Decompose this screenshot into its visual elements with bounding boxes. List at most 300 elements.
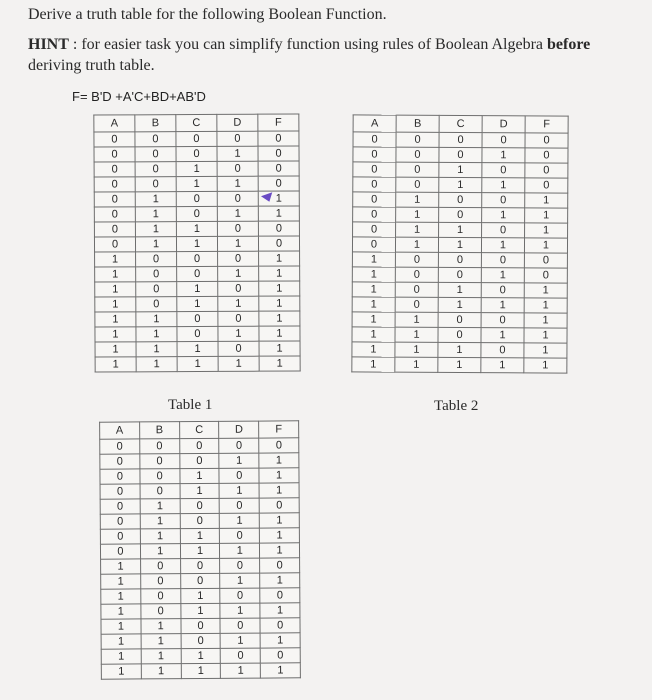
table-cell: 1 — [395, 237, 438, 252]
table-cell: 1 — [259, 341, 300, 356]
table-cell: 0 — [94, 147, 135, 162]
hint-label: HINT — [28, 36, 69, 53]
boolean-formula: F= B'D +A'C+BD+AB'D — [72, 89, 206, 104]
table-cell: 0 — [100, 484, 140, 499]
table-cell: 1 — [481, 328, 524, 343]
table-row — [100, 483, 299, 499]
table-cell: 0 — [140, 439, 180, 454]
table-row — [353, 192, 568, 208]
table-cell: 0 — [353, 222, 396, 237]
header-cell: F — [525, 116, 568, 133]
table-cell: 1 — [140, 529, 180, 544]
table-cell: 0 — [396, 132, 439, 147]
table-cell: 1 — [524, 298, 567, 313]
table-cell: 1 — [259, 453, 299, 468]
table-cell: 0 — [438, 267, 481, 282]
table-cell: 1 — [259, 326, 300, 341]
table-cell: 0 — [353, 147, 396, 162]
table-cell: 1 — [395, 342, 438, 357]
table-cell: 0 — [525, 163, 568, 178]
table-cell: 0 — [179, 453, 219, 468]
table-cell: 1 — [101, 574, 141, 589]
table-cell: 1 — [135, 207, 176, 222]
table-row — [100, 438, 299, 454]
table-cell: 0 — [481, 343, 524, 358]
table-cell: 1 — [438, 282, 481, 297]
table-cell: 0 — [258, 161, 299, 176]
hint-line-2 — [28, 57, 155, 75]
table-cell: 1 — [395, 312, 438, 327]
header-cell: D — [482, 116, 525, 133]
table-cell: 1 — [101, 604, 141, 619]
table-row — [94, 206, 299, 222]
table-row — [94, 236, 299, 252]
header-cell: B — [135, 115, 176, 132]
table-cell: 1 — [181, 663, 221, 678]
table-cell: 0 — [140, 559, 180, 574]
table-cell: 1 — [259, 311, 300, 326]
table-row — [94, 161, 299, 177]
table-row — [352, 297, 567, 313]
table-row — [101, 603, 300, 619]
table-cell: 1 — [524, 313, 567, 328]
table-cell: 0 — [94, 192, 135, 207]
table-row — [352, 327, 567, 343]
question-text: Derive a truth table for the following Boolean Function. — [28, 6, 387, 23]
header-cell: F — [259, 421, 299, 438]
table-cell: 1 — [218, 356, 259, 371]
table-cell: 0 — [94, 132, 135, 147]
table-cell: 1 — [141, 649, 181, 664]
table-cell: 0 — [217, 131, 258, 146]
table-cell: 0 — [259, 498, 299, 513]
table-row — [101, 618, 300, 634]
table-cell: 0 — [439, 147, 482, 162]
table-header-row — [94, 114, 299, 132]
table-cell: 1 — [95, 267, 136, 282]
table-cell: 0 — [217, 161, 258, 176]
table-cell: 0 — [181, 618, 221, 633]
table-cell: 0 — [218, 341, 259, 356]
table-cell: 1 — [352, 282, 395, 297]
table-cell: 1 — [141, 664, 181, 679]
table-cell: 1 — [95, 282, 136, 297]
table-cell: 0 — [217, 221, 258, 236]
table-cell: 1 — [352, 267, 395, 282]
table-cell: 1 — [180, 588, 220, 603]
table-cell: 1 — [524, 343, 567, 358]
table-cell: 1 — [218, 266, 259, 281]
hint-line — [28, 36, 590, 54]
table-cell: 0 — [482, 193, 525, 208]
table-cell: 0 — [353, 192, 396, 207]
table-row — [352, 237, 567, 253]
table-cell: 0 — [482, 133, 525, 148]
table-cell: 0 — [177, 326, 218, 341]
table-row — [100, 543, 299, 559]
table-row — [101, 663, 300, 679]
table-cell: 0 — [141, 589, 181, 604]
table-cell: 1 — [481, 238, 524, 253]
table-cell: 1 — [101, 559, 141, 574]
table-cell: 1 — [136, 312, 177, 327]
table-row — [353, 132, 568, 148]
table-cell: 0 — [220, 528, 260, 543]
table-cell: 1 — [136, 357, 177, 372]
table-cell: 0 — [180, 498, 220, 513]
table-cell: 0 — [482, 223, 525, 238]
table-cell: 1 — [439, 177, 482, 192]
header-cell: D — [219, 421, 259, 438]
table-cell: 1 — [177, 341, 218, 356]
table-cell: 1 — [177, 356, 218, 371]
table-row — [95, 356, 300, 372]
table-cell: 0 — [140, 484, 180, 499]
table-cell: 1 — [352, 252, 395, 267]
table-cell: 0 — [395, 252, 438, 267]
table-cell: 1 — [482, 208, 525, 223]
table-cell: 0 — [135, 132, 176, 147]
table-cell: 0 — [438, 312, 481, 327]
table-row — [353, 207, 568, 223]
table-cell: 1 — [352, 312, 395, 327]
table-cell: 0 — [177, 311, 218, 326]
table-cell: 1 — [395, 357, 438, 372]
table-cell: 0 — [219, 438, 259, 453]
table-cell: 0 — [135, 177, 176, 192]
table-cell: 1 — [482, 178, 525, 193]
header-cell: C — [439, 115, 482, 132]
table-cell: 1 — [438, 297, 481, 312]
table-cell: 0 — [353, 162, 396, 177]
table-row — [94, 131, 299, 147]
table-1-caption: Table 1 — [168, 397, 213, 413]
table-cell: 0 — [94, 207, 135, 222]
table-row — [95, 296, 300, 312]
table-cell: 0 — [482, 163, 525, 178]
table-cell: 0 — [219, 468, 259, 483]
table-cell: 1 — [95, 252, 136, 267]
table-cell: 1 — [218, 326, 259, 341]
table-cell: 1 — [260, 633, 300, 648]
table-cell: 0 — [140, 454, 180, 469]
table-cell: 0 — [481, 283, 524, 298]
table-cell: 1 — [438, 342, 481, 357]
table-cell: 0 — [218, 311, 259, 326]
table-cell: 0 — [218, 281, 259, 296]
table-row — [352, 312, 567, 328]
table-cell: 0 — [524, 253, 567, 268]
table-cell: 0 — [136, 252, 177, 267]
table-cell: 1 — [95, 297, 136, 312]
table-cell: 0 — [100, 439, 140, 454]
table-cell: 1 — [180, 603, 220, 618]
table-cell: 0 — [395, 282, 438, 297]
table-cell: 1 — [259, 281, 300, 296]
table-cell: 1 — [259, 513, 299, 528]
header-cell: B — [139, 422, 179, 439]
table-cell: 1 — [220, 603, 260, 618]
table-cell: 1 — [396, 192, 439, 207]
table-cell: 0 — [439, 132, 482, 147]
table-cell: 0 — [177, 251, 218, 266]
truth-table-3 — [99, 420, 301, 679]
table-cell: 0 — [220, 588, 260, 603]
table-cell: 1 — [218, 296, 259, 311]
table-cell: 1 — [260, 543, 300, 558]
table-row — [101, 648, 300, 664]
table-cell: 1 — [259, 296, 300, 311]
table-cell: 1 — [352, 327, 395, 342]
table-cell: 0 — [525, 148, 568, 163]
table-cell: 1 — [135, 237, 176, 252]
table-cell: 0 — [353, 207, 396, 222]
table-cell: 0 — [481, 313, 524, 328]
table-cell: 1 — [258, 191, 299, 206]
table-cell: 1 — [101, 649, 141, 664]
table-row — [95, 326, 300, 342]
table-cell: 0 — [94, 177, 135, 192]
table-cell: 0 — [258, 131, 299, 146]
table-cell: 1 — [176, 221, 217, 236]
table-cell: 1 — [180, 483, 220, 498]
table-cell: 1 — [258, 206, 299, 221]
table-row — [94, 221, 299, 237]
table-cell: 1 — [95, 312, 136, 327]
table-cell: 1 — [95, 342, 136, 357]
hint-continuation: deriving truth table. — [28, 57, 155, 74]
table-cell: 1 — [101, 619, 141, 634]
table-cell: 0 — [439, 207, 482, 222]
table-cell: 1 — [217, 146, 258, 161]
table-cell: 0 — [258, 236, 299, 251]
table-cell: 0 — [140, 574, 180, 589]
table-cell: 1 — [219, 453, 259, 468]
table-cell: 0 — [181, 633, 221, 648]
table-cell: 1 — [95, 357, 136, 372]
table-cell: 1 — [181, 648, 221, 663]
table-cell: 0 — [396, 147, 439, 162]
table-row — [353, 222, 568, 238]
hint-text: : for easier task you can simplify function using rules of Boolean Algebra — [68, 36, 548, 53]
table-cell: 0 — [260, 618, 300, 633]
table-cell: 1 — [136, 327, 177, 342]
header-cell: C — [179, 421, 219, 438]
table-cell: 1 — [217, 176, 258, 191]
table-cell: 1 — [438, 237, 481, 252]
table-cell: 1 — [141, 634, 181, 649]
table-cell: 0 — [260, 588, 300, 603]
table-cell: 1 — [259, 251, 300, 266]
table-cell: 0 — [136, 267, 177, 282]
table-cell: 0 — [396, 162, 439, 177]
table-cell: 0 — [100, 454, 140, 469]
table-row — [101, 633, 300, 649]
table-cell: 1 — [525, 223, 568, 238]
table-cell: 0 — [220, 618, 260, 633]
table-cell: 0 — [100, 514, 140, 529]
table-cell: 1 — [101, 664, 141, 679]
table-cell: 0 — [438, 327, 481, 342]
table-row — [95, 281, 300, 297]
table-cell: 0 — [221, 648, 261, 663]
table-cell: 1 — [180, 543, 220, 558]
table-cell: 0 — [136, 282, 177, 297]
table-cell: 1 — [524, 238, 567, 253]
table-row — [100, 468, 299, 484]
table-cell: 1 — [259, 483, 299, 498]
table-cell: 0 — [352, 237, 395, 252]
table-cell: 1 — [219, 483, 259, 498]
table-row — [101, 588, 300, 604]
table-cell: 0 — [395, 297, 438, 312]
table-cell: 1 — [396, 222, 439, 237]
table-row — [100, 528, 299, 544]
table-row — [95, 341, 300, 357]
table-cell: 1 — [481, 298, 524, 313]
header-cell: B — [396, 115, 439, 132]
header-cell: A — [94, 115, 135, 132]
table-cell: 1 — [260, 573, 300, 588]
table-cell: 0 — [135, 147, 176, 162]
table-cell: 1 — [136, 342, 177, 357]
table-cell: 0 — [395, 267, 438, 282]
table-cell: 1 — [176, 176, 217, 191]
header-cell: F — [258, 114, 299, 131]
truth-table-2 — [351, 114, 568, 373]
table-row — [353, 147, 568, 163]
table-cell: 1 — [396, 207, 439, 222]
table-cell: 0 — [136, 297, 177, 312]
table-row — [353, 177, 568, 193]
table-cell: 1 — [525, 208, 568, 223]
table-cell: 0 — [180, 573, 220, 588]
table-cell: 1 — [140, 514, 180, 529]
table-cell: 0 — [260, 648, 300, 663]
table-cell: 1 — [260, 528, 300, 543]
table-cell: 1 — [220, 573, 260, 588]
table-cell: 1 — [140, 544, 180, 559]
table-header-row — [100, 421, 299, 439]
table-cell: 0 — [259, 438, 299, 453]
table-cell: 0 — [220, 558, 260, 573]
table-cell: 1 — [259, 468, 299, 483]
table-cell: 1 — [177, 296, 218, 311]
table-cell: 1 — [439, 162, 482, 177]
table-cell: 0 — [100, 499, 140, 514]
table-cell: 1 — [525, 193, 568, 208]
table-cell: 0 — [396, 177, 439, 192]
table-cell: 0 — [94, 237, 135, 252]
table-cell: 1 — [481, 268, 524, 283]
table-cell: 0 — [177, 266, 218, 281]
table-cell: 0 — [176, 131, 217, 146]
truth-table-1 — [93, 113, 300, 372]
table-cell: 1 — [220, 633, 260, 648]
table-3-caption-cut — [170, 691, 200, 700]
table-cell: 0 — [100, 529, 140, 544]
header-cell: A — [353, 115, 396, 132]
header-cell: C — [176, 114, 217, 131]
table-cell: 1 — [176, 161, 217, 176]
table-cell: 1 — [481, 358, 524, 373]
table-cell: 0 — [176, 146, 217, 161]
table-cell: 1 — [180, 468, 220, 483]
table-cell: 1 — [524, 283, 567, 298]
table-cell: 1 — [260, 663, 300, 678]
table-cell: 1 — [439, 222, 482, 237]
table-cell: 1 — [220, 543, 260, 558]
table-cell: 1 — [217, 236, 258, 251]
table-row — [101, 558, 300, 574]
table-cell: 1 — [141, 619, 181, 634]
table-cell: 1 — [395, 327, 438, 342]
table-row — [352, 357, 567, 373]
table-row — [100, 513, 299, 529]
table-cell: 0 — [100, 544, 140, 559]
table-row — [95, 266, 300, 282]
table-cell: 0 — [179, 438, 219, 453]
table-cell: 0 — [258, 176, 299, 191]
table-cell: 0 — [353, 132, 396, 147]
table-row — [95, 311, 300, 327]
table-cell: 0 — [141, 604, 181, 619]
table-row — [353, 162, 568, 178]
table-cell: 0 — [180, 558, 220, 573]
table-cell: 1 — [352, 357, 395, 372]
table-cell: 1 — [352, 297, 395, 312]
table-cell: 0 — [524, 268, 567, 283]
table-row — [100, 498, 299, 514]
table-row — [101, 573, 300, 589]
table-row — [94, 146, 299, 162]
table-cell: 1 — [177, 281, 218, 296]
table-cell: 1 — [135, 192, 176, 207]
table-cell: 1 — [220, 513, 260, 528]
table-cell: 0 — [525, 133, 568, 148]
table-row — [352, 252, 567, 268]
table-cell: 1 — [259, 356, 300, 371]
table-cell: 0 — [217, 191, 258, 206]
table-cell: 1 — [221, 663, 261, 678]
table-cell: 0 — [180, 513, 220, 528]
table-cell: 0 — [100, 469, 140, 484]
table-cell: 1 — [524, 358, 567, 373]
header-cell: D — [217, 114, 258, 131]
table-cell: 1 — [176, 236, 217, 251]
table-row — [352, 267, 567, 283]
table-cell: 0 — [260, 558, 300, 573]
table-cell: 0 — [353, 177, 396, 192]
table-cell: 1 — [352, 342, 395, 357]
table-cell: 0 — [94, 222, 135, 237]
table-cell: 0 — [258, 146, 299, 161]
table-2-caption: Table 2 — [434, 398, 479, 414]
table-row — [100, 453, 299, 469]
table-cell: 0 — [176, 191, 217, 206]
table-cell: 1 — [482, 148, 525, 163]
header-cell: A — [100, 422, 140, 439]
table-cell: 0 — [135, 162, 176, 177]
table-row — [95, 251, 300, 267]
table-cell: 0 — [218, 251, 259, 266]
hint-bold-tail: before — [547, 36, 591, 53]
table-cell: 0 — [258, 221, 299, 236]
table-cell: 1 — [180, 528, 220, 543]
table-row — [352, 342, 567, 358]
table-cell: 1 — [135, 222, 176, 237]
table-cell: 1 — [101, 589, 141, 604]
